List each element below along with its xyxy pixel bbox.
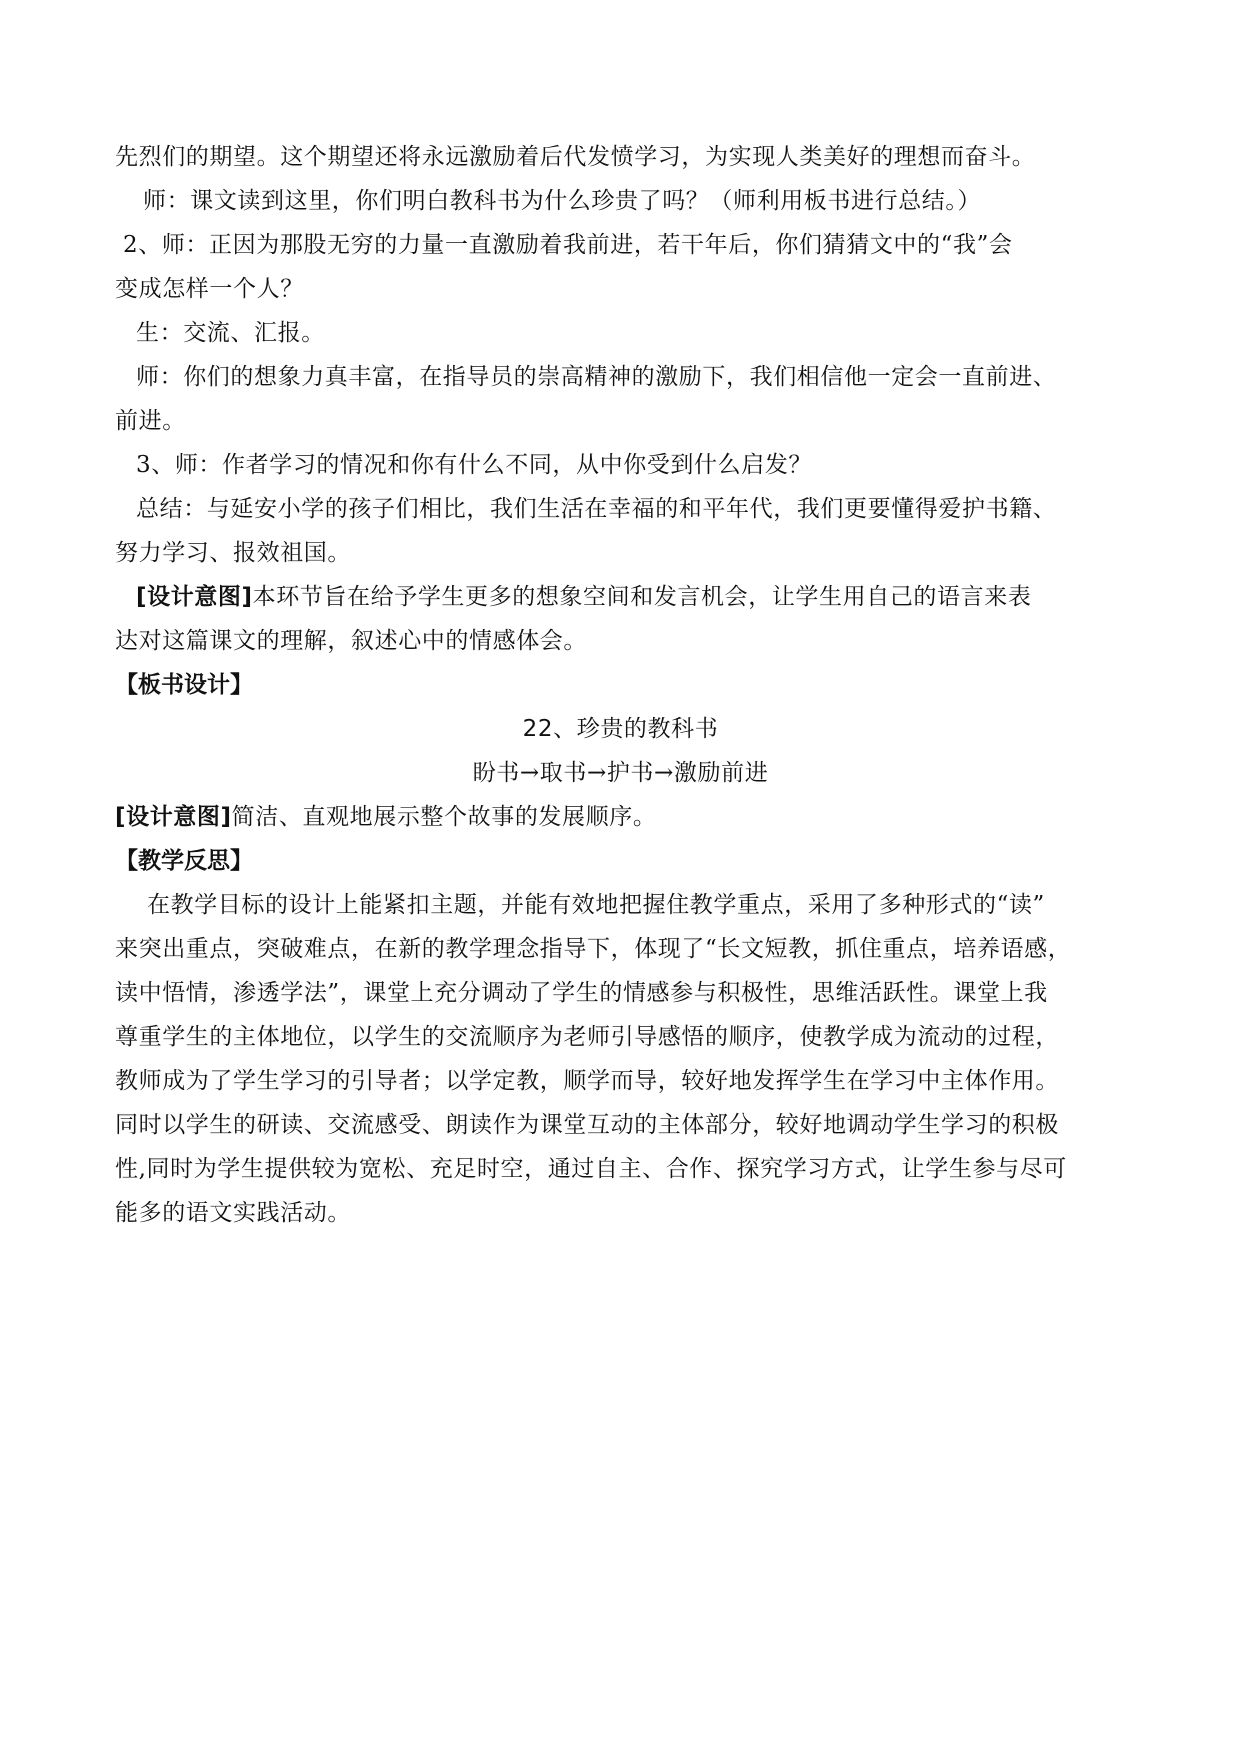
paragraph-line: 前进。 [115,408,186,434]
section-heading-reflection: 【教学反思】 [115,848,253,874]
paragraph-line: 师：你们的想象力真丰富，在指导员的崇高精神的激励下，我们相信他一定会一直前进、 [136,364,1057,390]
reflection-line: 在教学目标的设计上能紧扣主题，并能有效地把握住教学重点，采用了多种形式的“读” [147,892,1045,918]
paragraph-line: 先烈们的期望。这个期望还将永远激励着后代发愤学习，为实现人类美好的理想而奋斗。 [115,144,1036,170]
paragraph-line: 生：交流、汇报。 [136,320,325,346]
design-intent-text: 本环节旨在给予学生更多的想象空间和发言机会，让学生用自己的语言来表 [252,584,1032,610]
board-flow: 盼书→取书→护书→激励前进 [472,760,769,786]
design-intent-label: [设计意图] [136,584,253,610]
paragraph-line: 师：课文读到这里，你们明白教科书为什么珍贵了吗？（师利用板书进行总结。） [143,188,982,214]
design-intent-paragraph [136,580,1031,614]
reflection-line: 同时以学生的研读、交流感受、朗读作为课堂互动的主体部分，较好地调动学生学习的积极 [115,1112,1059,1138]
reflection-line: 来突出重点，突破难点，在新的教学理念指导下，体现了“长文短教，抓住重点，培养语感， [115,936,1072,962]
paragraph-line: 努力学习、报效祖国。 [115,540,351,566]
paragraph-line: 变成怎样一个人？ [115,276,304,302]
paragraph-line: 3、师：作者学习的情况和你有什么不同，从中你受到什么启发？ [136,452,813,478]
section-heading-board: 【板书设计】 [115,672,253,698]
board-title: 22、珍贵的教科书 [522,716,719,742]
design-intent-text: 简洁、直观地展示整个故事的发展顺序。 [231,804,657,830]
reflection-line: 能多的语文实践活动。 [115,1200,351,1226]
reflection-line: 教师成为了学生学习的引导者；以学定教，顺学而导，较好地发挥学生在学习中主体作用。 [115,1068,1059,1094]
paragraph-line: 2、师：正因为那股无穷的力量一直激励着我前进，若干年后，你们猜猜文中的“我”会 [123,232,1013,258]
reflection-line: 性,同时为学生提供较为宽松、充足时空，通过自主、合作、探究学习方式，让学生参与尽可 [115,1156,1067,1182]
reflection-line: 读中悟情，渗透学法”，课堂上充分调动了学生的情感参与积极性，思维活跃性。课堂上我 [115,980,1048,1006]
paragraph-line: 达对这篇课文的理解，叙述心中的情感体会。 [115,628,587,654]
paragraph-line: 总结：与延安小学的孩子们相比，我们生活在幸福的和平年代，我们更要懂得爱护书籍、 [136,496,1057,522]
design-intent-label: [设计意图] [115,804,232,830]
design-intent-paragraph [115,800,656,834]
reflection-line: 尊重学生的主体地位，以学生的交流顺序为老师引导感悟的顺序，使教学成为流动的过程， [115,1024,1059,1050]
